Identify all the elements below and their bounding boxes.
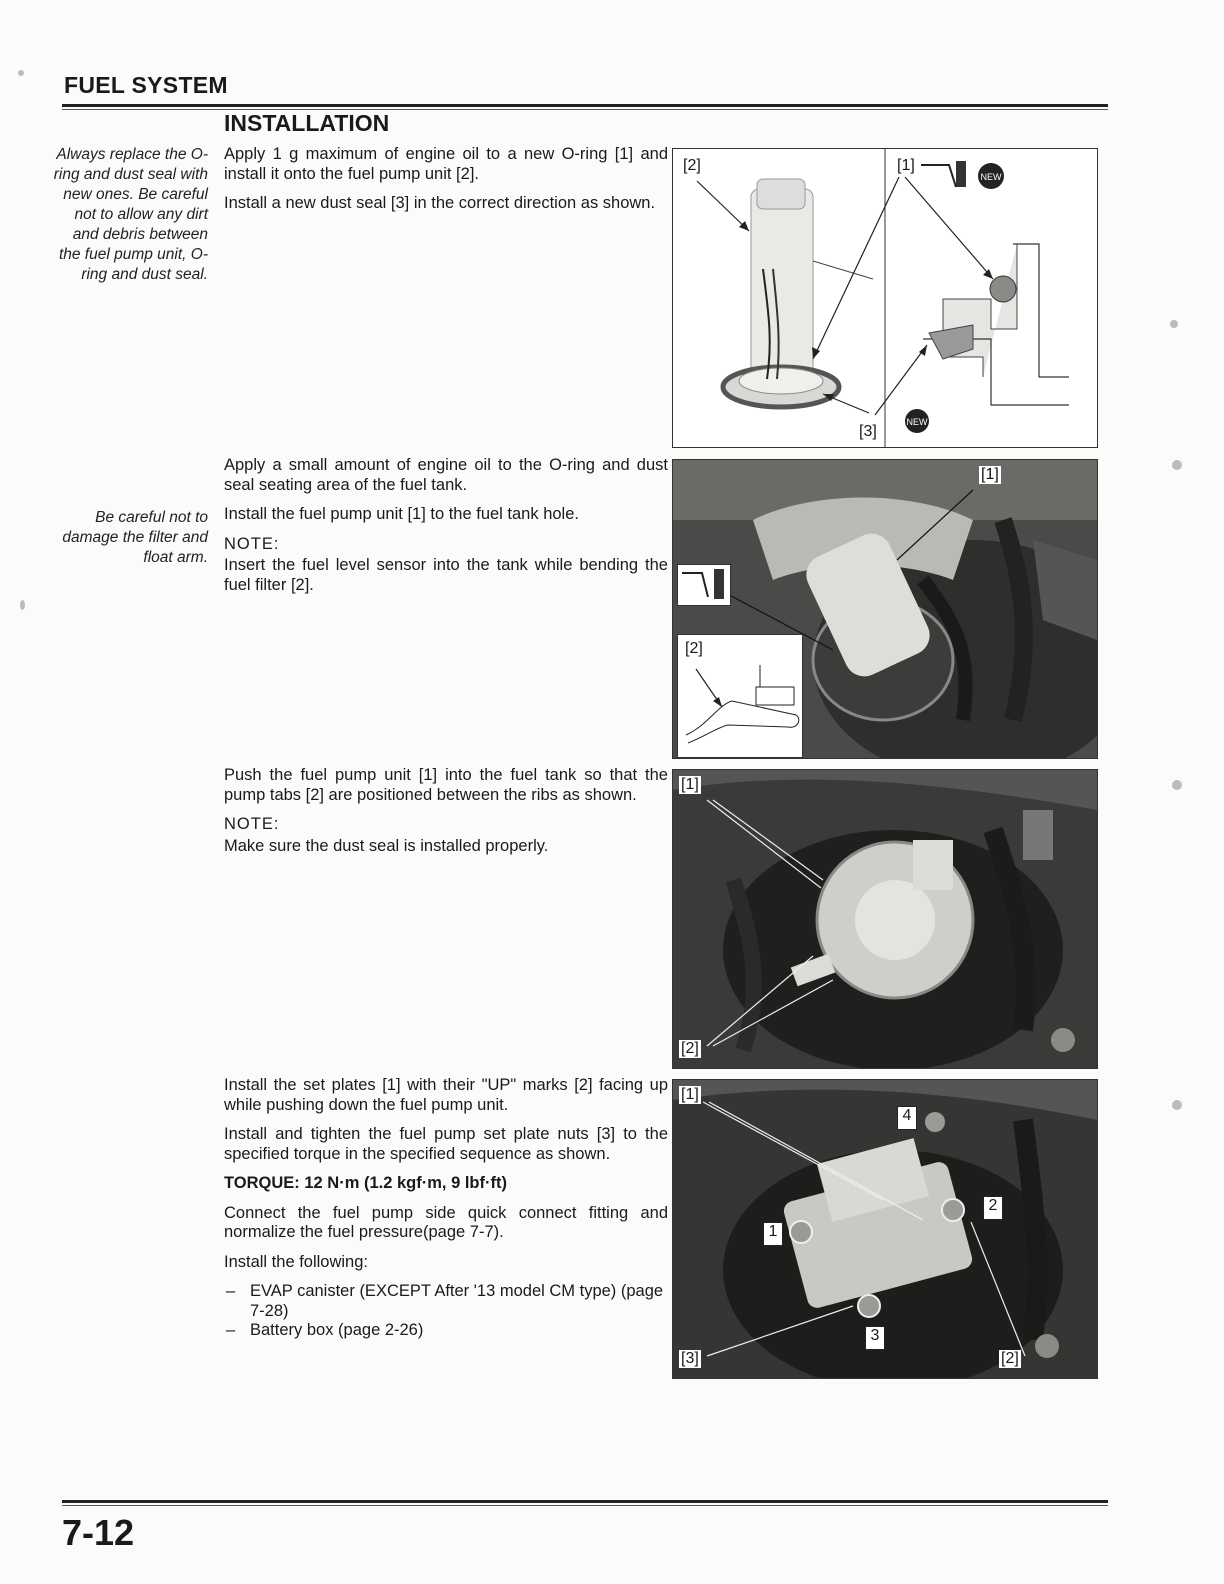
- sequence-4: 4: [897, 1106, 917, 1130]
- step2-paragraph-1: Apply a small amount of engine oil to the O-ring and dust seal seating area of the fuel tank.: [224, 456, 668, 494]
- callout-2: [2]: [681, 1040, 699, 1057]
- figure-pump-tabs: [672, 769, 1098, 1069]
- figure-pump-insertion: [672, 459, 1098, 759]
- scan-speck: [20, 600, 25, 610]
- new-badge-bottom: NEW: [906, 417, 928, 427]
- footer-rule: [62, 1500, 1108, 1503]
- torque-spec: TORQUE: 12 N·m (1.2 kgf·m, 9 lbf·ft): [224, 1174, 507, 1192]
- header-rule-thin: [62, 109, 1108, 110]
- step2-paragraph-2: Install the fuel pump unit [1] to the fuel tank hole.: [224, 505, 579, 523]
- step2-note-text: Insert the fuel level sensor into the tank while bending the fuel filter [2].: [224, 556, 668, 594]
- step4-paragraph-4: Install the following:: [224, 1252, 368, 1271]
- scan-speck: [1170, 320, 1178, 328]
- callout-1: [1]: [981, 466, 999, 483]
- new-badge-top: NEW: [980, 172, 1002, 182]
- list-item: – Battery box (page 2-26): [224, 1321, 668, 1341]
- callout-1: [1]: [681, 776, 699, 793]
- section-header: FUEL SYSTEM: [64, 72, 228, 98]
- step1-paragraph-1: Apply 1 g maximum of engine oil to a new O-ring [1] and install it onto the fuel pump unit [2].: [224, 145, 668, 183]
- step3-paragraph-1: Push the fuel pump unit [1] into the fuel tank so that the pump tabs [2] are positioned between the ribs as shown.: [224, 766, 668, 804]
- callout-2: [2]: [685, 640, 703, 657]
- figure-set-plates: [672, 1079, 1098, 1379]
- list-item: – EVAP canister (EXCEPT After '13 model CM type) (page 7-28): [224, 1282, 668, 1321]
- scan-speck: [18, 70, 24, 76]
- scan-speck: [1172, 460, 1182, 470]
- installation-heading: INSTALLATION: [224, 110, 390, 136]
- figure-oring-dust-seal: [672, 148, 1098, 448]
- install-list: [224, 1282, 668, 1341]
- side-note-oring: Always replace the O-ring and dust seal with new ones. Be careful not to allow any dirt and debris between the fuel pump unit, O-ring and dust seal.: [53, 146, 208, 283]
- step2-note-label: NOTE:: [224, 534, 280, 553]
- step3-note-text: Make sure the dust seal is installed properly.: [224, 836, 549, 855]
- step1-paragraph-2: Install a new dust seal [3] in the correct direction as shown.: [224, 194, 656, 212]
- step4-paragraph-3: Connect the fuel pump side quick connect fitting and normalize the fuel pressure(page 7-7).: [224, 1203, 668, 1241]
- sequence-1: 1: [763, 1222, 783, 1246]
- page-number: 7-12: [62, 1512, 135, 1553]
- callout-1: [1]: [681, 1086, 699, 1103]
- header-rule: [62, 104, 1108, 107]
- callout-1: [1]: [897, 157, 915, 174]
- sequence-2: 2: [983, 1196, 1003, 1220]
- step3-text: [224, 766, 668, 866]
- step4-paragraph-2: Install and tighten the fuel pump set plate nuts [3] to the specified torque in the specified sequence as shown.: [224, 1125, 668, 1163]
- scan-speck: [1172, 1100, 1182, 1110]
- side-note-filter: Be careful not to damage the filter and float arm.: [62, 509, 208, 566]
- step2-text: [224, 456, 668, 605]
- scan-speck: [1172, 780, 1182, 790]
- callout-3: [3]: [859, 423, 877, 440]
- step3-note-label: NOTE:: [224, 815, 280, 833]
- sequence-3: 3: [865, 1326, 885, 1350]
- step4-text: [224, 1076, 668, 1341]
- callout-2: [2]: [1001, 1350, 1019, 1367]
- step1-text: [224, 145, 668, 224]
- step4-paragraph-1: Install the set plates [1] with their "UP" marks [2] facing up while pushing down the fuel pump unit.: [224, 1076, 668, 1114]
- callout-2: [2]: [683, 157, 701, 174]
- oil-symbol-inset: [677, 564, 731, 606]
- callout-3: [3]: [681, 1350, 699, 1367]
- footer-rule-thin: [62, 1505, 1108, 1506]
